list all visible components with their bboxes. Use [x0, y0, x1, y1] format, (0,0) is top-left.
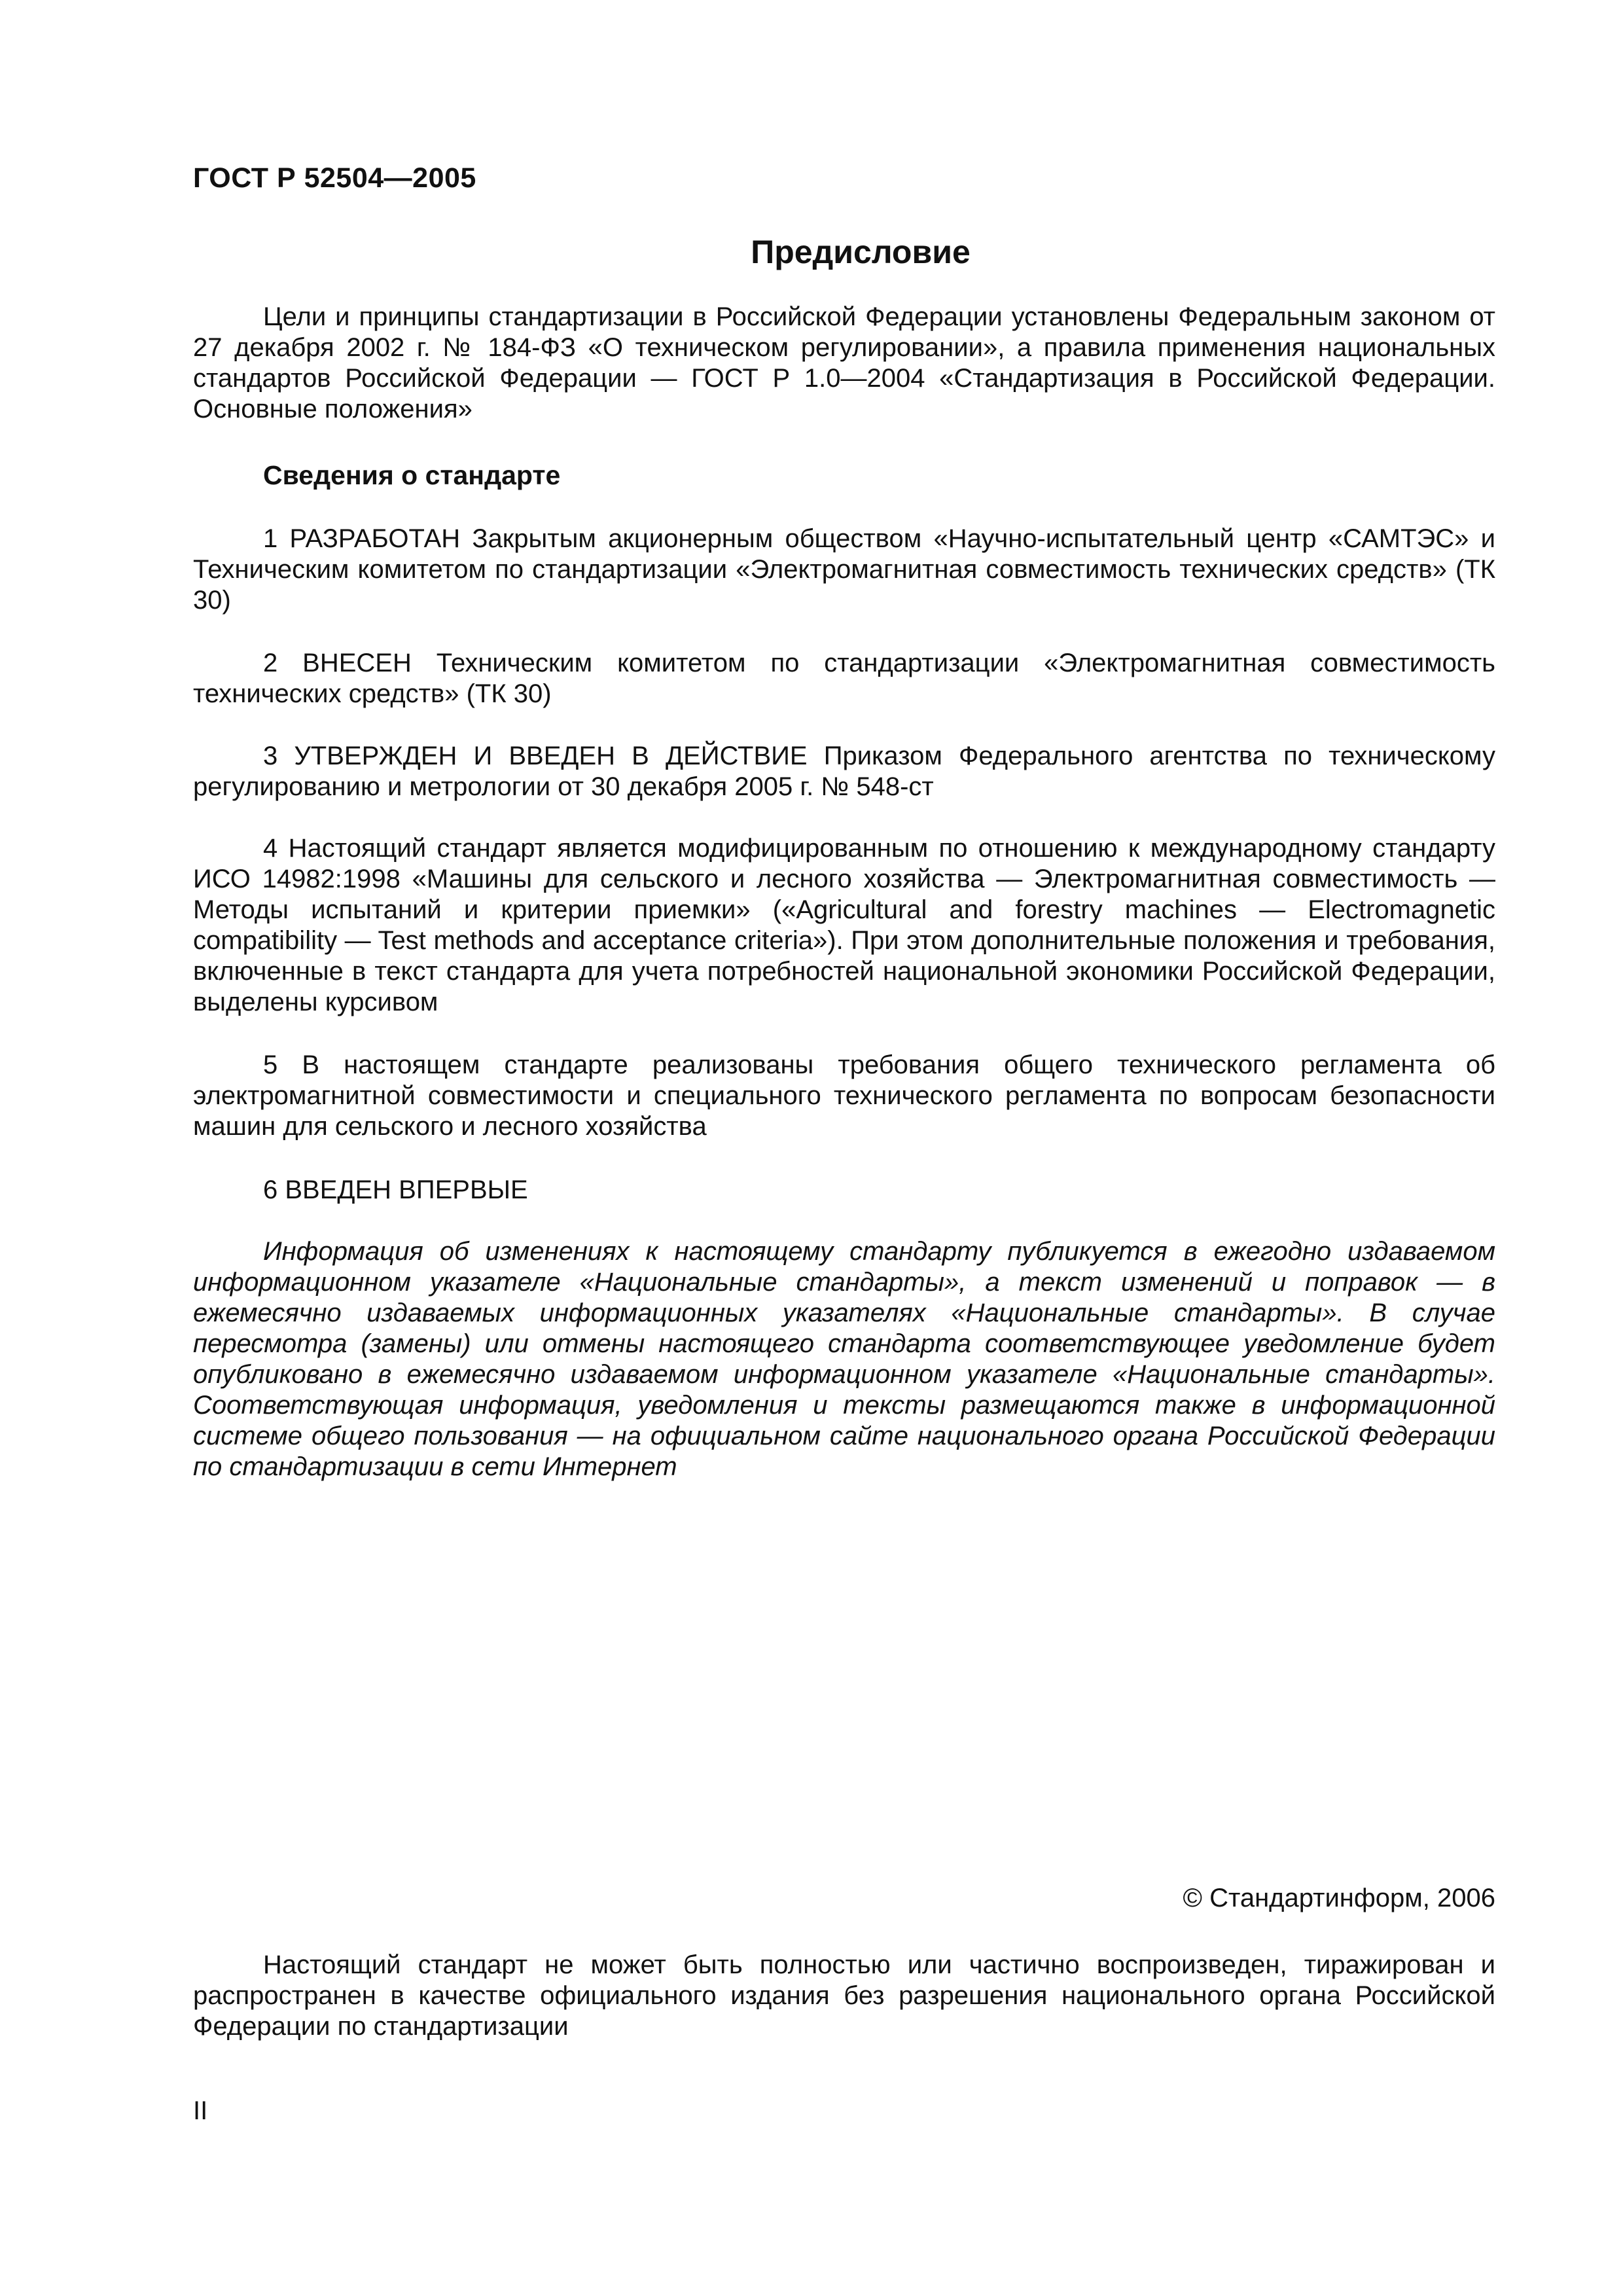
copyright-line: © Стандартинформ, 2006 [1183, 1884, 1495, 1912]
page-title: Предисловие [751, 234, 971, 270]
item-6-paragraph: 6 ВВЕДЕН ВПЕРВЫЕ [263, 1175, 528, 1204]
section-subheading: Сведения о стандарте [263, 460, 561, 490]
item-5-paragraph: 5 В настоящем стандарте реализованы требования общего технического регламента об электромагнитной совместимости и специального технического регламента по вопросам безопасности машин для сельского и лесного хозяйства [193, 1050, 1495, 1141]
intro-paragraph: Цели и принципы стандартизации в Российской Федерации установлены Федеральным законом от 27 декабря 2002 г. № 184-ФЗ «О техническом регулировании», а правила применения национальных стандартов Российской Федерации — ГОСТ Р 1.0—2004 «Стандартизация в Российской Федерации. Основные положения» [193, 302, 1495, 423]
item-3-paragraph: 3 УТВЕРЖДЕН И ВВЕДЕН В ДЕЙСТВИЕ Приказом Федерального агентства по техническому регулированию и метрологии от 30 декабря 2005 г. № 548-ст [193, 742, 1495, 801]
item-1-paragraph: 1 РАЗРАБОТАН Закрытым акционерным обществом «Научно-испытательный центр «САМТЭС» и Техническим комитетом по стандартизации «Электромагнитная совместимость технических средств» (ТК 30) [193, 524, 1495, 615]
item-2-paragraph: 2 ВНЕСЕН Техническим комитетом по стандартизации «Электромагнитная совместимость технических средств» (ТК 30) [193, 649, 1495, 708]
document-code: ГОСТ Р 52504—2005 [193, 162, 476, 194]
item-4-paragraph: 4 Настоящий стандарт является модифицированным по отношению к международному стандарту ИСО 14982:1998 «Машины для сельского и лесного хозяйства — Электромагнитная совместимость — Методы испытаний и критерии приемки» («Agricultural and forestry machines — Electromagnetic compatibility — Test methods and acceptance criteria»). При этом дополнительные положения и требования, включенные в текст стандарта для учета потребностей национальной экономики Российской Федерации, выделены курсивом [193, 834, 1495, 1016]
info-note-paragraph: Информация об изменениях к настоящему стандарту публикуется в ежегодно издаваемом информационном указателе «Национальные стандарты», а текст изменений и поправок — в ежемесячно издаваемых информационных указателях «Национальные стандарты». В случае пересмотра (замены) или отмены настоящего стандарта соответствующее уведомление будет опубликовано в ежемесячно издаваемом информационном указателе «Национальные стандарты». Соответствующая информация, уведомления и тексты размещаются также в информационной системе общего пользования — на официальном сайте национального органа Российской Федерации по стандартизации в сети Интернет [193, 1237, 1495, 1481]
page-number: II [193, 2096, 208, 2125]
reproduction-notice: Настоящий стандарт не может быть полностью или частично воспроизведен, тиражирован и распространен в качестве официального издания без разрешения национального органа Российской Федерации по стандартизации [193, 1950, 1495, 2041]
